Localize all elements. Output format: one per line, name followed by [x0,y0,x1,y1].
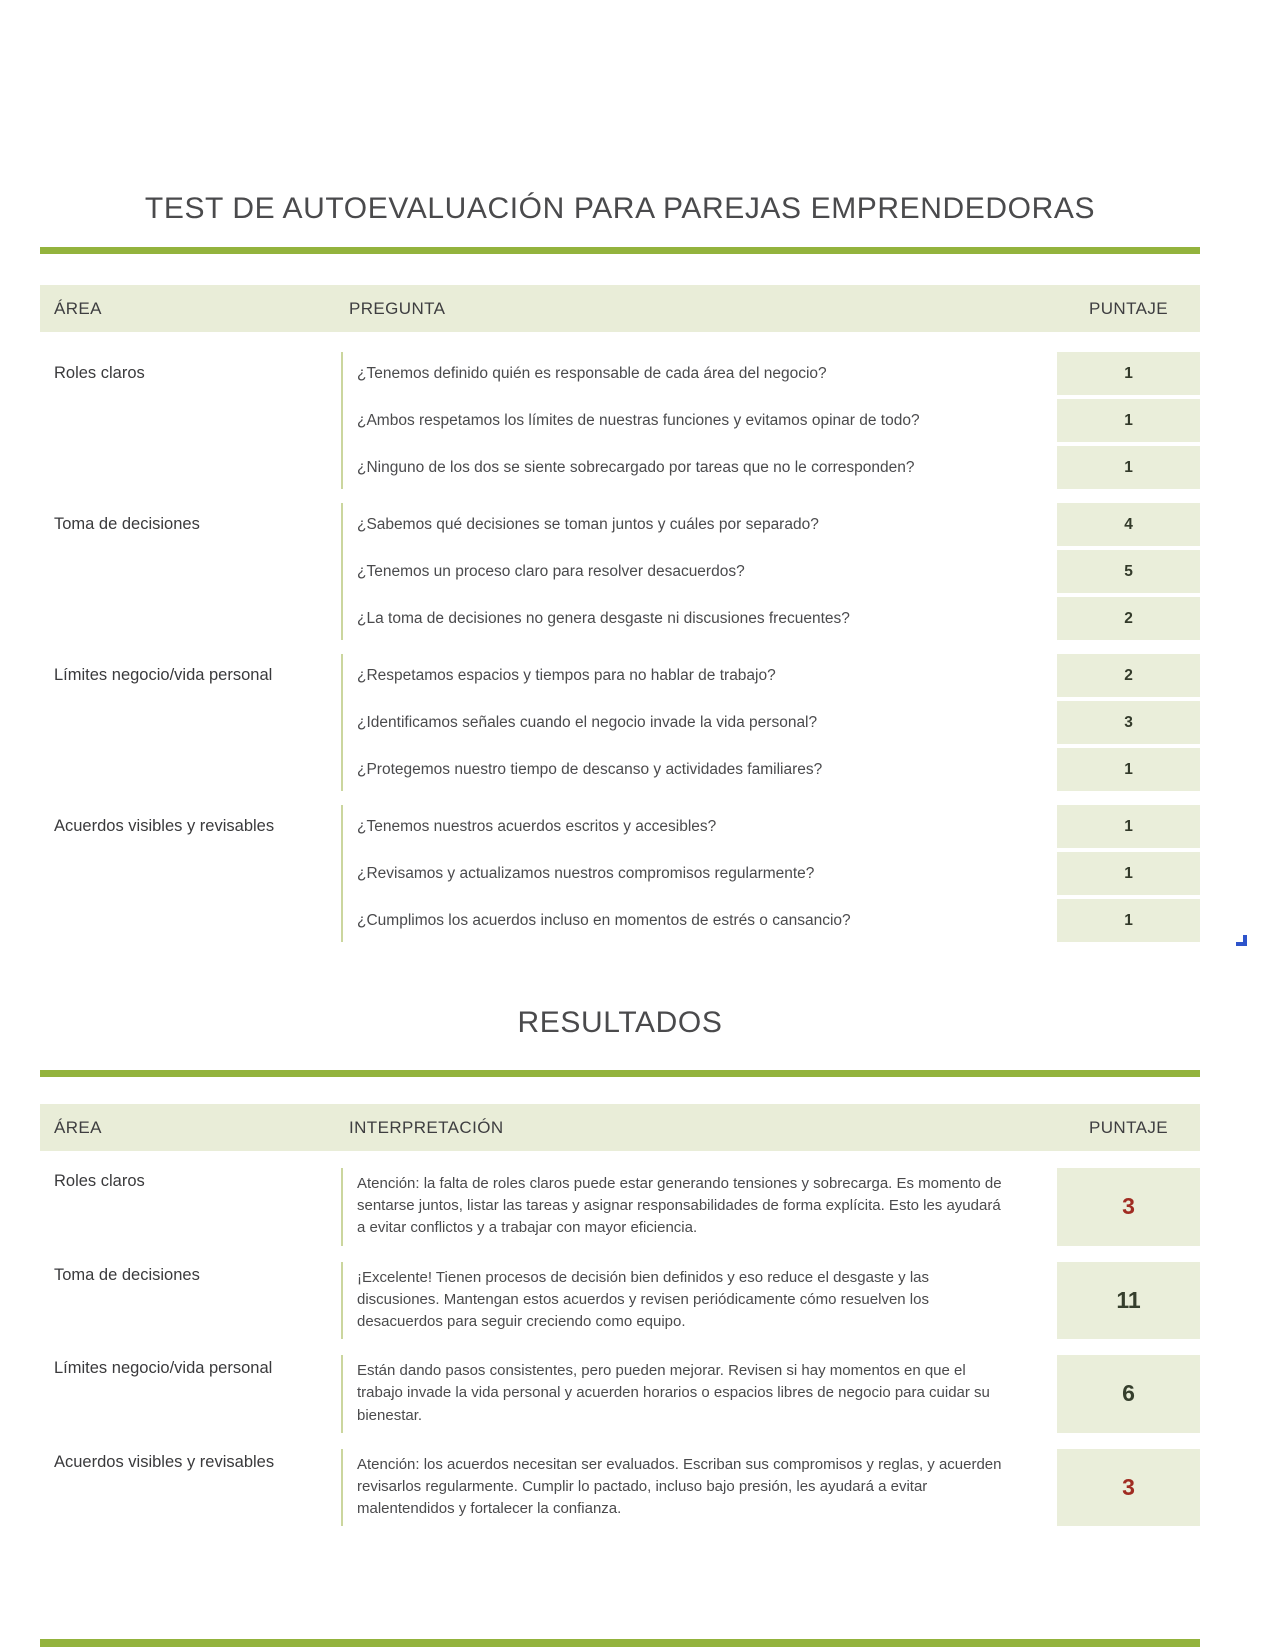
score-cell[interactable]: 1 [1057,399,1200,442]
interpretation-cell: Atención: los acuerdos necesitan ser evaluados. Escriban sus compromisos y reglas, y acuerden revisarlos regularmente. Cumplir lo pactado, incluso bajo presión, les ayudará a evitar malentendidos y fortalecer la confianza. [341,1449,1057,1527]
area-label: Roles claros [54,364,145,382]
area-label: Límites negocio/vida personal [54,1359,273,1378]
area-label: Toma de decisiones [54,515,200,533]
interpretation-cell: Están dando pasos consistentes, pero pueden mejorar. Revisen si hay momentos en que el trabajo invade la vida personal y acuerden horarios o espacios libres de negocio para cuidar su bienestar. [341,1355,1057,1433]
column-header-area: ÁREA [54,1117,102,1137]
section-limites-negocio-vida-personal [40,654,1200,791]
score-cell[interactable]: 2 [1057,597,1200,640]
score-cell[interactable]: 1 [1057,805,1200,848]
question-group [341,503,1057,640]
question-group [341,654,1057,791]
section-toma-de-decisiones [40,503,1200,640]
area-label: Acuerdos visibles y revisables [54,817,275,835]
question-cell: ¿Cumplimos los acuerdos incluso en momentos de estrés o cansancio? [357,911,851,929]
question-cell: ¿Identificamos señales cuando el negocio invade la vida personal? [357,713,818,731]
result-score-cell[interactable]: 3 [1057,1449,1200,1527]
question-group [341,352,1057,489]
result-row-limites-negocio-vida-personal [40,1355,1200,1433]
section-divider [40,1639,1200,1647]
column-header-pregunta: PREGUNTA [349,298,446,318]
area-label: Roles claros [54,1172,145,1190]
column-header-puntaje: PUNTAJE [1089,1117,1168,1137]
score-cell[interactable]: 2 [1057,654,1200,697]
column-header-area: ÁREA [54,298,102,318]
document-page [40,0,1200,1542]
score-cell[interactable]: 1 [1057,748,1200,791]
question-cell: ¿Revisamos y actualizamos nuestros compromisos regularmente? [357,864,815,882]
results-table-header [40,1104,1200,1151]
score-cell[interactable]: 1 [1057,852,1200,895]
result-row-acuerdos-visibles-y-revisables [40,1449,1200,1527]
score-cell[interactable]: 1 [1057,446,1200,489]
score-cell[interactable]: 4 [1057,503,1200,546]
result-score-cell[interactable]: 6 [1057,1355,1200,1433]
question-cell: ¿La toma de decisiones no genera desgaste ni discusiones frecuentes? [357,609,850,627]
section-divider [40,1070,1200,1077]
question-group [341,805,1057,942]
page-title: TEST DE AUTOEVALUACIÓN PARA PAREJAS EMPRENDEDORAS [144,192,1096,225]
results-table [40,1168,1200,1526]
score-group [1057,805,1200,942]
score-group [1057,503,1200,640]
column-header-puntaje: PUNTAJE [1089,298,1168,318]
column-header-interpretacion: INTERPRETACIÓN [349,1117,504,1137]
section-acuerdos-visibles-y-revisables [40,805,1200,942]
question-cell: ¿Ambos respetamos los límites de nuestras funciones y evitamos opinar de todo? [357,411,920,429]
score-cell[interactable]: 5 [1057,550,1200,593]
question-cell: ¿Ninguno de los dos se siente sobrecargado por tareas que no le corresponden? [357,458,915,476]
test-table-header [40,285,1200,332]
question-cell: ¿Sabemos qué decisiones se toman juntos y cuáles por separado? [357,515,819,533]
score-cell[interactable]: 3 [1057,701,1200,744]
question-cell: ¿Tenemos nuestros acuerdos escritos y accesibles? [357,817,717,835]
interpretation-cell: Atención: la falta de roles claros puede estar generando tensiones y sobrecarga. Es momento de sentarse juntos, listar las tareas y asignar responsabilidades de forma explícita. Esto les ayudará a evitar conflictos y a trabajar con mayor eficiencia. [341,1168,1057,1246]
results-title: RESULTADOS [517,1006,723,1039]
result-row-roles-claros [40,1168,1200,1246]
test-table [40,352,1200,942]
result-row-toma-de-decisiones [40,1262,1200,1340]
score-cell[interactable]: 1 [1057,352,1200,395]
result-score-cell[interactable]: 3 [1057,1168,1200,1246]
section-divider [40,247,1200,254]
area-label: Toma de decisiones [54,1265,200,1284]
area-label: Acuerdos visibles y revisables [54,1452,275,1471]
question-cell: ¿Tenemos un proceso claro para resolver desacuerdos? [357,562,745,580]
interpretation-cell: ¡Excelente! Tienen procesos de decisión bien definidos y eso reduce el desgaste y las discusiones. Mantengan estos acuerdos y revisen periódicamente cómo resuelven los desacuerdos para seguir creciendo como equipo. [341,1262,1057,1340]
question-cell: ¿Respetamos espacios y tiempos para no hablar de trabajo? [357,666,776,684]
section-roles-claros [40,352,1200,489]
score-group [1057,654,1200,791]
score-cell[interactable]: 1 [1057,899,1200,942]
score-group [1057,352,1200,489]
question-cell: ¿Protegemos nuestro tiempo de descanso y actividades familiares? [357,760,823,778]
result-score-cell[interactable]: 11 [1057,1262,1200,1340]
question-cell: ¿Tenemos definido quién es responsable de cada área del negocio? [357,364,827,382]
selection-corner-handle-icon[interactable] [1236,935,1247,946]
area-label: Límites negocio/vida personal [54,666,273,684]
